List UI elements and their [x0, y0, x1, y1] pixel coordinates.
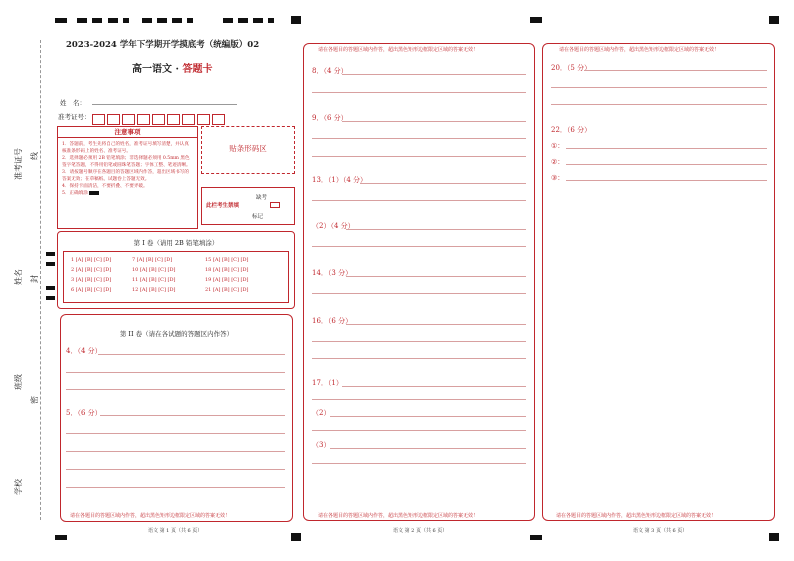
notice-box [57, 126, 198, 229]
answer-line[interactable] [98, 354, 285, 355]
answer-line[interactable] [312, 341, 526, 342]
footer-page2: 语文 第 2 页（共 6 页） [393, 528, 448, 534]
timing-mark [46, 252, 55, 256]
notice-item-fill [62, 190, 193, 197]
timing-mark [223, 18, 233, 23]
section1-title: 第 I 卷（请用 2B 铅笔填涂） [133, 239, 219, 247]
timing-mark [291, 533, 301, 541]
warning-text: 请在各题目的答题区域内作答，超出黑色矩形边框限定区域的答案无效！ [70, 513, 231, 519]
id-box[interactable] [182, 114, 195, 125]
mc-row[interactable]: 11 [A] [B] [C] [D] [132, 277, 176, 283]
warning-text: 请在各题目的答题区域内作答，超出黑色矩形边框限定区域的答案无效！ [559, 47, 720, 53]
answer-line[interactable] [346, 229, 526, 230]
answer-line[interactable] [566, 148, 767, 149]
mc-row[interactable]: 3 [A] [B] [C] [D] [71, 277, 112, 283]
q22-s3-label: ③： [551, 174, 565, 182]
mc-row[interactable]: 12 [A] [B] [C] [D] [132, 287, 176, 293]
q5-label: 5．（6 分） [66, 409, 102, 417]
absent-right2: 标记 [252, 214, 264, 220]
section2-title: 第 II 卷（请在各试题的答题区内作答） [119, 330, 234, 338]
page-title: 2023-2024 学年下学期开学摸底考（统编版）02 [66, 40, 260, 50]
mc-row[interactable]: 6 [A] [B] [C] [D] [71, 287, 112, 293]
timing-mark [108, 18, 118, 23]
mc-row[interactable]: 10 [A] [B] [C] [D] [132, 267, 176, 273]
id-box[interactable] [122, 114, 135, 125]
seal-label-id: 准考证号 [14, 148, 23, 180]
mc-row[interactable]: 21 [A] [B] [C] [D] [205, 287, 249, 293]
timing-mark [530, 535, 542, 540]
answer-line[interactable] [360, 183, 526, 184]
absent-checkbox[interactable] [270, 202, 280, 208]
answer-line[interactable] [584, 70, 767, 71]
barcode-label: 贴条形码区 [229, 144, 267, 153]
answer-line[interactable] [66, 487, 285, 488]
answer-line[interactable] [312, 92, 526, 93]
timing-mark [253, 18, 263, 23]
id-box[interactable] [137, 114, 150, 125]
warning-text: 请在各题目的答题区域内作答，超出黑色矩形边框限定区域的答案无效！ [318, 513, 479, 519]
subject-suffix: 答题卡 [182, 64, 213, 75]
timing-mark [142, 18, 152, 23]
id-box[interactable] [167, 114, 180, 125]
subject-title [132, 60, 212, 75]
answer-line[interactable] [342, 121, 526, 122]
id-label: 准考证号： [58, 113, 91, 121]
warning-text: 请在各题目的答题区域内作答，超出黑色矩形边框限定区域的答案无效！ [556, 513, 717, 519]
mc-row[interactable]: 2 [A] [B] [C] [D] [71, 267, 112, 273]
id-box[interactable] [212, 114, 225, 125]
barcode-area [201, 126, 295, 174]
answer-line[interactable] [566, 180, 767, 181]
absent-right1: 缺考 [256, 195, 268, 201]
answer-line[interactable] [312, 138, 526, 139]
notice-item: 1．答题前，考生先将自己的姓名，准考证号填写清楚，并认真核准条形码上的姓名、准考证号。 [62, 142, 189, 154]
q17b-label: （2） [312, 409, 331, 417]
timing-mark [123, 18, 129, 23]
timing-mark [46, 286, 55, 290]
answer-line[interactable] [551, 87, 767, 88]
timing-mark [769, 16, 779, 24]
seal-label-class: 班级 [14, 374, 23, 390]
notice-item: 3．请按题号顺序在各题目的答题区域内作答，超出区域书写的答案无效；在草稿纸、试题卷上答题无效。 [62, 170, 189, 182]
seal-label-school: 学校 [14, 479, 23, 495]
id-box[interactable] [92, 114, 105, 125]
timing-mark [46, 296, 55, 300]
fill-sample [89, 191, 99, 195]
answer-line[interactable] [312, 293, 526, 294]
answer-line[interactable] [66, 451, 285, 452]
answer-line[interactable] [566, 164, 767, 165]
answer-line[interactable] [342, 386, 526, 387]
answer-line[interactable] [551, 104, 767, 105]
q22-s2-label: ②： [551, 158, 565, 166]
seal-label-mi: 密 [30, 396, 39, 404]
mc-row[interactable]: 1 [A] [B] [C] [D] [71, 257, 112, 263]
answer-line[interactable] [312, 246, 526, 247]
notice-item: 2．选择题必须用 2B 铅笔填涂；非选择题必须用 0.5mm 黑色签字笔答题，不得用铅笔或圆珠笔答题；字体工整、笔迹清晰。 [62, 156, 191, 168]
id-box[interactable] [107, 114, 120, 125]
id-box[interactable] [197, 114, 210, 125]
answer-line[interactable] [312, 430, 526, 431]
timing-mark [46, 262, 55, 266]
notice-item: 4．保持卡面清洁，不要折叠、不要弄破。 [62, 184, 148, 189]
q13-label: 13．（1）（4 分） [312, 176, 368, 184]
timing-mark [77, 18, 87, 23]
timing-mark [268, 18, 274, 23]
answer-line[interactable] [66, 469, 285, 470]
timing-mark [157, 18, 167, 23]
q8-label: 8．（4 分） [312, 67, 348, 75]
absent-box [201, 187, 295, 225]
timing-mark [187, 18, 193, 23]
q20-label: 20．（5 分） [551, 64, 592, 72]
answer-line[interactable] [330, 448, 526, 449]
footer-page3: 语文 第 3 页（共 6 页） [633, 528, 688, 534]
timing-mark [55, 535, 67, 540]
answer-line[interactable] [346, 276, 526, 277]
answer-line[interactable] [66, 433, 285, 434]
answer-line[interactable] [346, 324, 526, 325]
name-label: 姓 名： [60, 99, 86, 107]
footer-page1: 语文 第 1 页（共 6 页） [148, 528, 203, 534]
q16-label: 16．（6 分） [312, 317, 353, 325]
notice-fill-label: 5．正确填涂 [62, 191, 88, 196]
answer-line[interactable] [330, 416, 526, 417]
seal-label-name: 姓名 [14, 269, 23, 285]
timing-mark [530, 17, 542, 23]
q17c-label: （3） [312, 441, 331, 449]
binding-line [40, 40, 41, 520]
timing-mark [769, 533, 779, 541]
q13b-label: （2）（4 分） [312, 222, 355, 230]
answer-line[interactable] [66, 389, 285, 390]
answer-line[interactable] [100, 415, 285, 416]
absent-label: 此栏考生禁填 [206, 203, 240, 209]
timing-mark [238, 18, 248, 23]
timing-mark [55, 18, 67, 23]
q14-label: 14．（3 分） [312, 269, 353, 277]
seal-label-feng: 封 [30, 275, 39, 283]
notice-title: 注意事项 [58, 127, 197, 138]
timing-mark [291, 16, 301, 24]
q4-label: 4．（4 分） [66, 347, 102, 355]
mc-row[interactable]: 19 [A] [B] [C] [D] [205, 277, 249, 283]
mc-row[interactable]: 15 [A] [B] [C] [D] [205, 257, 249, 263]
answer-line[interactable] [312, 463, 526, 464]
answer-line[interactable] [66, 372, 285, 373]
answer-line[interactable] [312, 200, 526, 201]
seal-label-line: 线 [30, 152, 39, 160]
q9-label: 9．（6 分） [312, 114, 348, 122]
mc-row[interactable]: 7 [A] [B] [C] [D] [132, 257, 173, 263]
mc-grid [63, 251, 289, 303]
page3-box [542, 43, 775, 521]
name-field[interactable] [92, 104, 237, 105]
warning-text: 请在各题目的答题区域内作答，超出黑色矩形边框限定区域的答案无效！ [318, 47, 479, 53]
q22-label: 22．（6 分） [551, 126, 592, 134]
q17-label: 17．（1） [312, 379, 343, 387]
answer-line[interactable] [342, 74, 526, 75]
subject-prefix: 高一语文 · [132, 64, 183, 75]
timing-mark [92, 18, 102, 23]
answer-line[interactable] [312, 399, 526, 400]
q22-s1-label: ①： [551, 142, 565, 150]
id-box[interactable] [152, 114, 165, 125]
answer-line[interactable] [312, 156, 526, 157]
timing-mark [172, 18, 182, 23]
section1-box [57, 231, 295, 309]
mc-row[interactable]: 18 [A] [B] [C] [D] [205, 267, 249, 273]
answer-line[interactable] [312, 358, 526, 359]
